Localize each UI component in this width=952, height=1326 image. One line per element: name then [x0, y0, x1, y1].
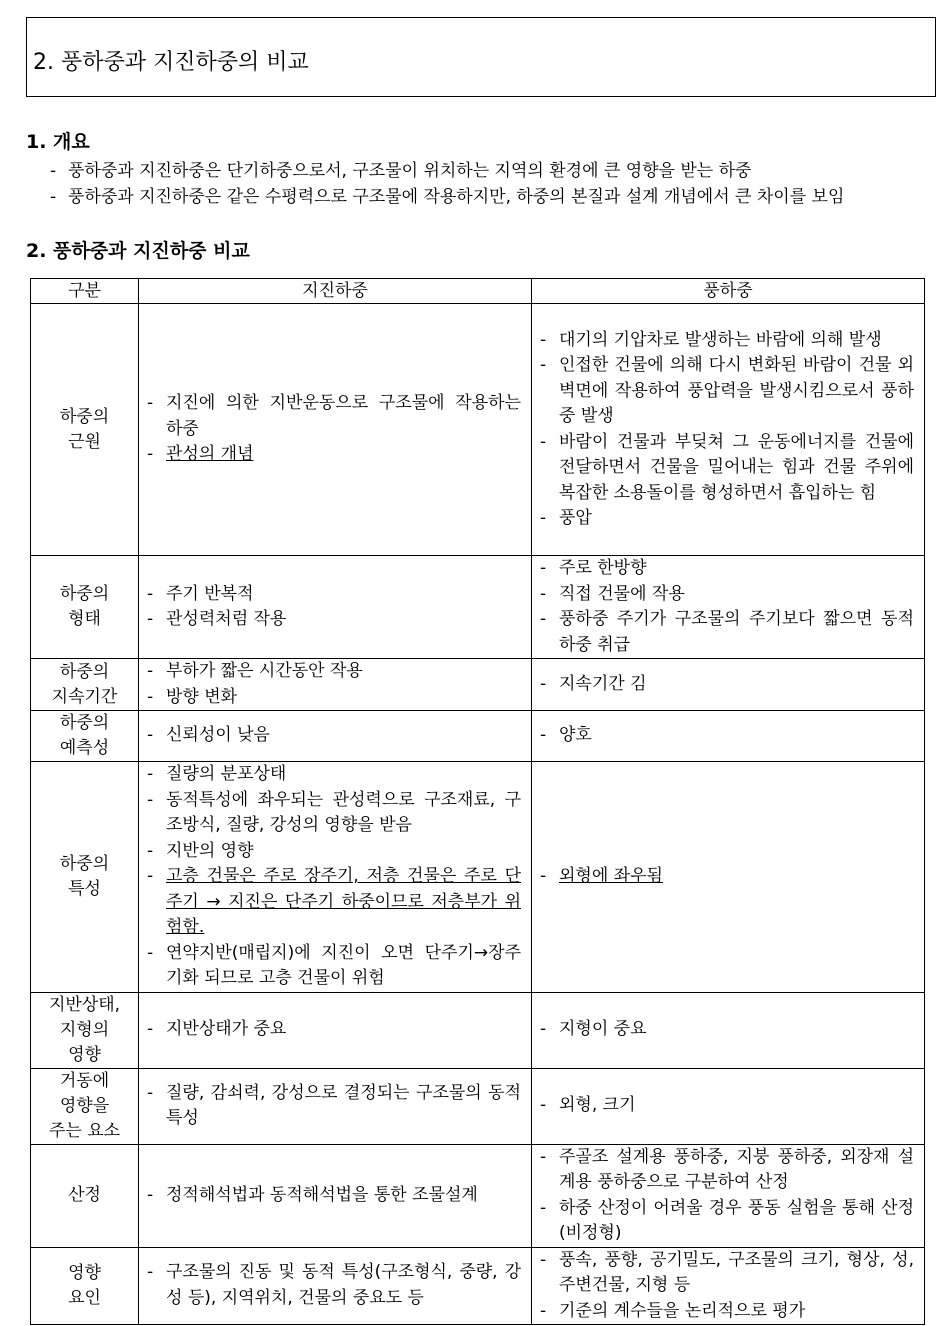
list-item: - 부하가 짧은 시간동안 작용: [147, 659, 521, 685]
list-item: - 외형, 크기: [540, 1093, 914, 1119]
table-row: [31, 556, 925, 659]
list-item: - 양호: [540, 723, 914, 749]
earthquake-cell: [139, 711, 532, 762]
comparison-table: [30, 278, 925, 1325]
list-item: - 하중 산정이 어려울 경우 풍동 실험을 통해 산정 (비정형): [540, 1196, 914, 1247]
wind-cell: [532, 1144, 925, 1247]
wind-cell: [532, 1247, 925, 1325]
list-item: - 주기 반복적: [147, 582, 521, 608]
list-item: - 주로 한방향: [540, 556, 914, 582]
bullet-dash: -: [50, 161, 57, 181]
list-item: - 인접한 건물에 의해 다시 변화된 바람이 건물 외벽면에 작용하여 풍압력을 발생시킴으로서 풍하중 발생: [540, 353, 914, 430]
earthquake-cell: [139, 1247, 532, 1325]
section-heading-overview: 1. 개요: [26, 131, 90, 153]
row-category: 거동에 영향을 주는 요소: [31, 1068, 139, 1144]
row-category: 하중의 지속기간: [31, 659, 139, 711]
list-item: - 지형이 중요: [540, 1017, 914, 1043]
list-item: - 방향 변화: [147, 685, 521, 711]
earthquake-cell: [139, 556, 532, 659]
list-item: - 관성의 개념: [147, 442, 521, 468]
list-item: - 연약지반(매립지)에 지진이 오면 단주기→장주기화 되므로 고층 건물이 위험: [147, 941, 521, 992]
list-item: - 직접 건물에 작용: [540, 582, 914, 608]
list-item: - 지반상태가 중요: [147, 1017, 521, 1043]
list-item: - 바람이 건물과 부딪쳐 그 운동에너지를 건물에 전달하면서 건물을 밀어내는 힘과 건물 주위에 복잡한 소용돌이를 형성하면서 흡입하는 힘: [540, 430, 914, 507]
table-row: [31, 1247, 925, 1325]
wind-cell: [532, 762, 925, 993]
wind-cell: [532, 556, 925, 659]
list-item: - 풍속, 풍향, 공기밀도, 구조물의 크기, 형상, 성, 주변건물, 지형 등: [540, 1248, 914, 1299]
table-header-row: [31, 279, 925, 304]
list-item: - 외형에 좌우됨: [540, 864, 914, 890]
list-item: - 관성력처럼 작용: [147, 607, 521, 633]
row-category: 하중의 형태: [31, 556, 139, 659]
table-row: [31, 992, 925, 1068]
wind-cell: [532, 711, 925, 762]
table-row: [31, 304, 925, 556]
table-row: [31, 711, 925, 762]
overview-bullet: - 풍하중과 지진하중은 단기하중으로서, 구조물이 위치하는 지역의 환경에 큰 영향을 받는 하중: [50, 159, 936, 184]
list-item: - 지속기간 김: [540, 672, 914, 698]
list-item: - 풍압: [540, 506, 914, 532]
list-item: - 질량, 감쇠력, 강성으로 결정되는 구조물의 동적 특성: [147, 1081, 521, 1132]
overview-bullet: - 풍하중과 지진하중은 같은 수평력으로 구조물에 작용하지만, 하중의 본질과 설계 개념에서 큰 차이를 보임: [50, 185, 936, 210]
earthquake-cell: [139, 659, 532, 711]
header-wind: 풍하중: [532, 279, 925, 304]
list-item: - 대기의 기압차로 발생하는 바람에 의해 발생: [540, 328, 914, 354]
section-heading-comparison: 2. 풍하중과 지진하중 비교: [26, 240, 250, 262]
wind-cell: [532, 1068, 925, 1144]
list-item: - 풍하중 주기가 구조물의 주기보다 짧으면 동적하중 취급: [540, 607, 914, 658]
list-item: - 지진에 의한 지반운동으로 구조물에 작용하는 하중: [147, 391, 521, 442]
list-item: - 신뢰성이 낮음: [147, 723, 521, 749]
wind-cell: [532, 659, 925, 711]
list-item: - 동적특성에 좌우되는 관성력으로 구조재료, 구조방식, 질량, 강성의 영향을 받음: [147, 788, 521, 839]
earthquake-cell: [139, 1068, 532, 1144]
header-category: 구분: [31, 279, 139, 304]
list-item: - 지반의 영향: [147, 839, 521, 865]
table-row: [31, 659, 925, 711]
header-earthquake: 지진하중: [139, 279, 532, 304]
list-item: - 구조물의 진동 및 동적 특성(구조형식, 중량, 강성 등), 지역위치, 건물의 중요도 등: [147, 1260, 521, 1311]
bullet-dash: -: [50, 187, 57, 207]
list-item: - 고층 건물은 주로 장주기, 저층 건물은 주로 단주기 → 지진은 단주기 하중이므로 저층부가 위험함.: [147, 864, 521, 941]
row-category: 산정: [31, 1144, 139, 1247]
row-category: 하중의 예측성: [31, 711, 139, 762]
list-item: - 기준의 계수들을 논리적으로 평가: [540, 1299, 914, 1325]
table-row: [31, 1068, 925, 1144]
earthquake-cell: [139, 762, 532, 993]
list-item: - 정적해석법과 동적해석법을 통한 조물설계: [147, 1183, 521, 1209]
document-title-box: [26, 17, 936, 97]
wind-cell: [532, 304, 925, 556]
row-category: 지반상태, 지형의 영향: [31, 992, 139, 1068]
row-category: 영향 요인: [31, 1247, 139, 1325]
table-row: [31, 762, 925, 993]
list-item: - 주골조 설계용 풍하중, 지붕 풍하중, 외장재 설계용 풍하중으로 구분하여 산정: [540, 1145, 914, 1196]
document-title: 2. 풍하중과 지진하중의 비교: [33, 50, 309, 75]
earthquake-cell: [139, 304, 532, 556]
table-row: [31, 1144, 925, 1247]
row-category: 하중의 특성: [31, 762, 139, 993]
list-item: - 질량의 분포상태: [147, 762, 521, 788]
earthquake-cell: [139, 992, 532, 1068]
wind-cell: [532, 992, 925, 1068]
row-category: 하중의 근원: [31, 304, 139, 556]
earthquake-cell: [139, 1144, 532, 1247]
